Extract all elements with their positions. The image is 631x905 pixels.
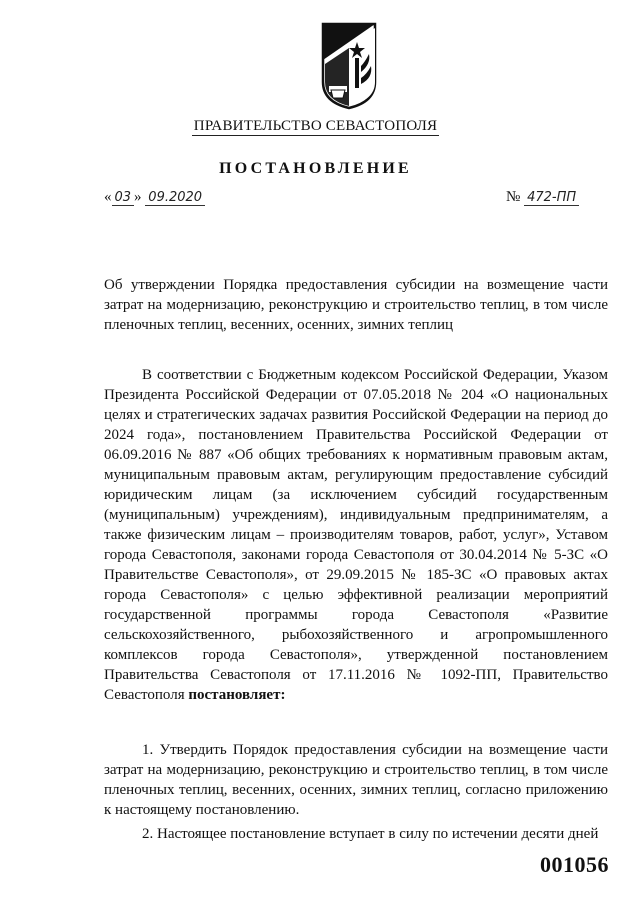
document-type: ПОСТАНОВЛЕНИЕ xyxy=(219,160,412,177)
sevastopol-coat-of-arms-icon xyxy=(319,20,379,110)
document-date: « 03 » 09.2020 xyxy=(104,189,205,206)
resolution-item: 1. Утвердить Порядок предоставления субсидии на возмещение части затрат на модернизацию, реконструкцию и строительство теплиц, в том числе пленочных теплиц, весенних, осенних, зимних теплиц, согласно приложению к настоящему постановлению. xyxy=(104,742,608,818)
document-subject: Об утверждении Порядка предоставления субсидии на возмещение части затрат на модернизацию, реконструкцию и строительство теплиц, в том числе пленочных теплиц, весенних, осенних, зимних теплиц xyxy=(104,277,608,333)
resolution-item: 2. Настоящее постановление вступает в силу по истечении десяти дней xyxy=(142,826,599,842)
document-number: № 472-ПП xyxy=(506,189,579,206)
preamble-paragraph: В соответствии с Бюджетным кодексом Российской Федерации, Указом Президента Российской Федерации от 07.05.2018 № 204 «О национальных целях и стратегических задачах развития Российской Федерации на период до 2024 года», постановлением Правительства Российской Федерации от 06.09.2016 № 887 «Об общих требованиях к нормативным правовым актам, муниципальным правовым актам, регулирующим предоставление субсидий юридическим лицам (за исключением субсидий государственным (муниципальным) учреждениям), индивидуальным предпринимателям, а также физическим лицам – производителям товаров, работ, услуг», Уставом города Севастополя, законами города Севастополя от 30.04.2014 № 5-ЗС «О Правительстве Севастополя», от 29.09.2015 № 185-ЗС «О правовых актах города Севастополя» с целью эффективной реализации мероприятий государственной программы города Севастополя «Развитие сельскохозяйственного, рыбохозяйственного и агропромышленного комплексов города Севастополя», утвержденной постановлением Правительства Севастополя от 17.11.2016 № 1092-ПП, Правительство Севастополя постановляет: xyxy=(104,367,608,703)
handwritten-number: 472-ПП xyxy=(524,190,579,206)
resolution-items xyxy=(104,740,608,844)
resolves-word: постановляет: xyxy=(188,687,286,703)
handwritten-month-year: 09.2020 xyxy=(145,190,205,206)
stamp-number: 001056 xyxy=(540,852,609,877)
organization-title: ПРАВИТЕЛЬСТВО СЕВАСТОПОЛЯ xyxy=(193,118,438,134)
handwritten-day: 03 xyxy=(112,190,135,206)
